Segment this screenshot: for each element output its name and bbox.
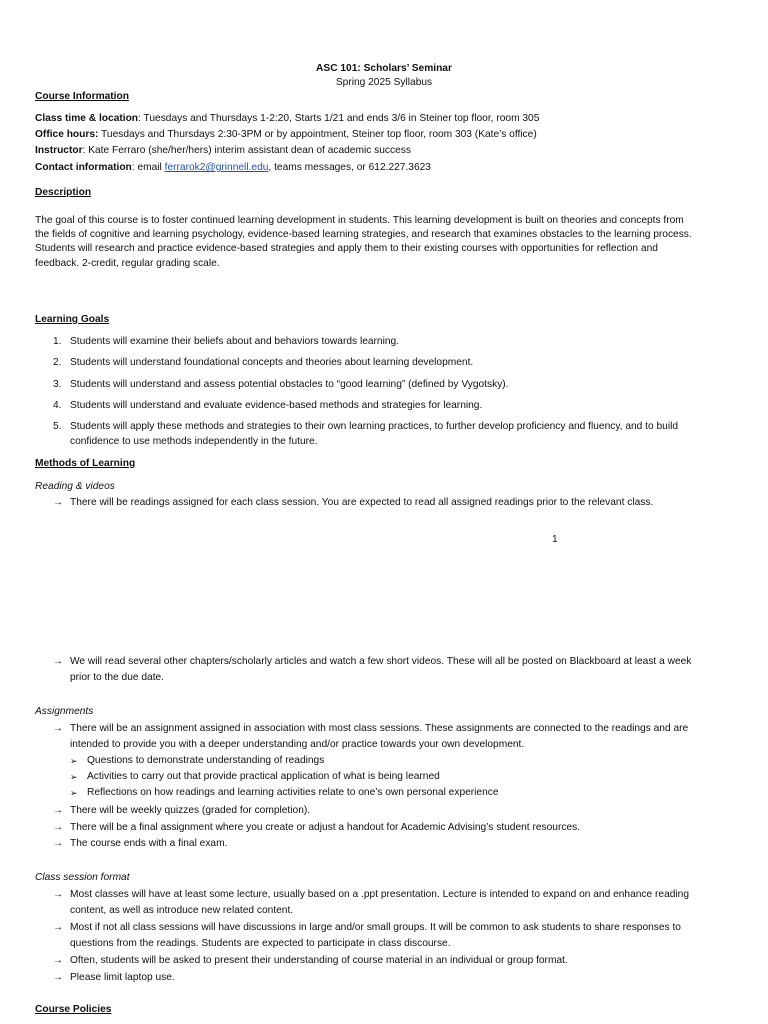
description-line-3: Students will research and practice evidence-based strategies and apply them to their existing courses with opportunities for reflection and — [35, 243, 658, 254]
description-line-4: feedback. 2-credit, regular grading scale. — [35, 258, 220, 269]
instructor-label: Instructor — [35, 145, 83, 156]
format-item — [0, 920, 768, 952]
class-time-line — [35, 111, 735, 127]
goal-number: 2. — [53, 357, 62, 368]
description-line-1: The goal of this course is to foster continued learning development in students. This learning development is built on theories and concepts from — [35, 215, 684, 226]
goal-text: Students will examine their beliefs about and behaviors towards learning. — [70, 336, 400, 347]
document-title: ASC 101: Scholars’ Seminar — [316, 63, 452, 74]
goal-text: Students will understand and assess potential obstacles to “good learning” (defined by Vygotsky). — [70, 379, 509, 390]
office-hours-value: Tuesdays and Thursdays 2:30-3PM or by appointment, Steiner top floor, room 303 (Kate’s office) — [98, 129, 537, 140]
arrow-icon: → — [53, 955, 64, 966]
contact-label: Contact information — [35, 162, 132, 173]
goal-text-continued: confidence to use methods independently in the future. — [70, 436, 318, 447]
class-time-value: : Tuesdays and Thursdays 1-2:20, Starts 1/21 and ends 3/6 in Steiner top floor, room 305 — [138, 113, 540, 124]
arrow-icon: → — [53, 838, 64, 849]
assignment-item-text: The course ends with a final exam. — [70, 838, 228, 849]
assignments-heading: Assignments — [35, 706, 94, 717]
format-item-text: Most if not all class sessions will have discussions in large and/or small groups. It will be common to ask students to share responses to — [70, 922, 681, 933]
format-item-text-continued: questions from the readings. Students are expected to participate in class discourse. — [70, 938, 451, 949]
arrow-icon: → — [53, 805, 64, 816]
contact-suffix: , teams messages, or 612.227.3623 — [268, 162, 431, 173]
arrow-icon: → — [53, 889, 64, 900]
format-item-text: Please limit laptop use. — [70, 972, 175, 983]
learning-goal-item — [0, 355, 768, 371]
learning-goal-item — [0, 377, 768, 393]
description-line-2: the fields of cognitive and learning psychology, evidence-based learning strategies, and research that examines obstacles to the learning process. — [35, 229, 692, 240]
triangle-bullet-icon: ➢ — [70, 788, 78, 798]
goal-number: 5. — [53, 421, 62, 432]
reading-videos-heading: Reading & videos — [35, 481, 115, 492]
assignment-sub-item — [0, 785, 768, 801]
assignment-sub-item — [0, 753, 768, 769]
learning-goal-item — [0, 334, 768, 350]
format-item-text: Most classes will have at least some lecture, usually based on a .ppt presentation. Lecture is intended to expand on and enhance reading — [70, 889, 689, 900]
class-time-label: Class time & location — [35, 113, 139, 124]
methods-heading: Methods of Learning — [35, 458, 136, 469]
arrow-icon: → — [53, 497, 64, 508]
arrow-icon: → — [53, 822, 64, 833]
office-hours-label: Office hours: — [35, 129, 99, 140]
course-info-heading: Course Information — [35, 91, 129, 102]
goal-text: Students will apply these methods and strategies to their own learning practices, to further develop proficiency and fluency, and to build — [70, 421, 679, 432]
reading-item-text-continued: prior to the due date. — [70, 672, 165, 683]
document-subtitle: Spring 2025 Syllabus — [335, 77, 433, 88]
goal-text: Students will understand foundational concepts and theories about learning development. — [70, 357, 474, 368]
goal-number: 3. — [53, 379, 62, 390]
goal-text: Students will understand and evaluate evidence-based methods and strategies for learning. — [70, 400, 483, 411]
assignment-item — [0, 721, 768, 753]
format-item — [0, 887, 768, 919]
assignment-sub-item-text: Questions to demonstrate understanding of readings — [87, 755, 325, 766]
arrow-icon: → — [53, 972, 64, 983]
arrow-icon: → — [53, 656, 64, 667]
goal-number: 1. — [53, 336, 62, 347]
format-item-text: Often, students will be asked to present their understanding of course material in an individual or group format. — [70, 955, 568, 966]
course-policies-heading: Course Policies — [35, 1004, 112, 1015]
contact-line — [35, 160, 735, 176]
assignment-sub-item-text: Reflections on how readings and learning activities relate to one’s own personal experience — [87, 787, 499, 798]
assignment-item — [0, 836, 768, 852]
format-item — [0, 953, 768, 969]
instructor-line — [35, 143, 735, 159]
learning-goal-item — [0, 398, 768, 414]
assignment-item-text-continued: intended to provide you with a deeper understanding and/or practice towards your own development. — [70, 739, 525, 750]
description-heading: Description — [35, 187, 92, 198]
arrow-icon: → — [53, 723, 64, 734]
reading-item — [0, 654, 768, 686]
format-item-text-continued: content, as well as introduce new related content. — [70, 905, 294, 916]
contact-email-link[interactable]: ferrarok2@grinnell.edu — [164, 162, 269, 173]
reading-item-text: We will read several other chapters/scholarly articles and watch a few short videos. These will all be posted on Blackboard at least a week — [70, 656, 692, 667]
contact-prefix: : email — [131, 162, 165, 173]
arrow-icon: → — [53, 922, 64, 933]
goal-number: 4. — [53, 400, 62, 411]
assignment-sub-item-text: Activities to carry out that provide practical application of what is being learned — [87, 771, 440, 782]
reading-item — [0, 495, 768, 511]
triangle-bullet-icon: ➢ — [70, 772, 78, 782]
learning-goal-item — [0, 419, 768, 451]
assignment-item-text: There will be an assignment assigned in association with most class sessions. These assignments are connected to the readings and are — [70, 723, 689, 734]
office-hours-line — [35, 127, 735, 143]
class-format-heading: Class session format — [35, 872, 130, 883]
reading-item-text: There will be readings assigned for each class session. You are expected to read all assigned readings prior to the relevant class. — [70, 497, 654, 508]
format-item — [0, 970, 768, 986]
assignment-item — [0, 803, 768, 819]
assignment-item-text: There will be weekly quizzes (graded for completion). — [70, 805, 311, 816]
learning-goals-heading: Learning Goals — [35, 314, 110, 325]
assignment-item — [0, 820, 768, 836]
instructor-value: : Kate Ferraro (she/her/hers) interim assistant dean of academic success — [82, 145, 411, 156]
assignment-item-text: There will be a final assignment where you create or adjust a handout for Academic Advising’s student resources. — [70, 822, 581, 833]
page-number: 1 — [552, 534, 558, 545]
assignment-sub-item — [0, 769, 768, 785]
triangle-bullet-icon: ➢ — [70, 756, 78, 766]
